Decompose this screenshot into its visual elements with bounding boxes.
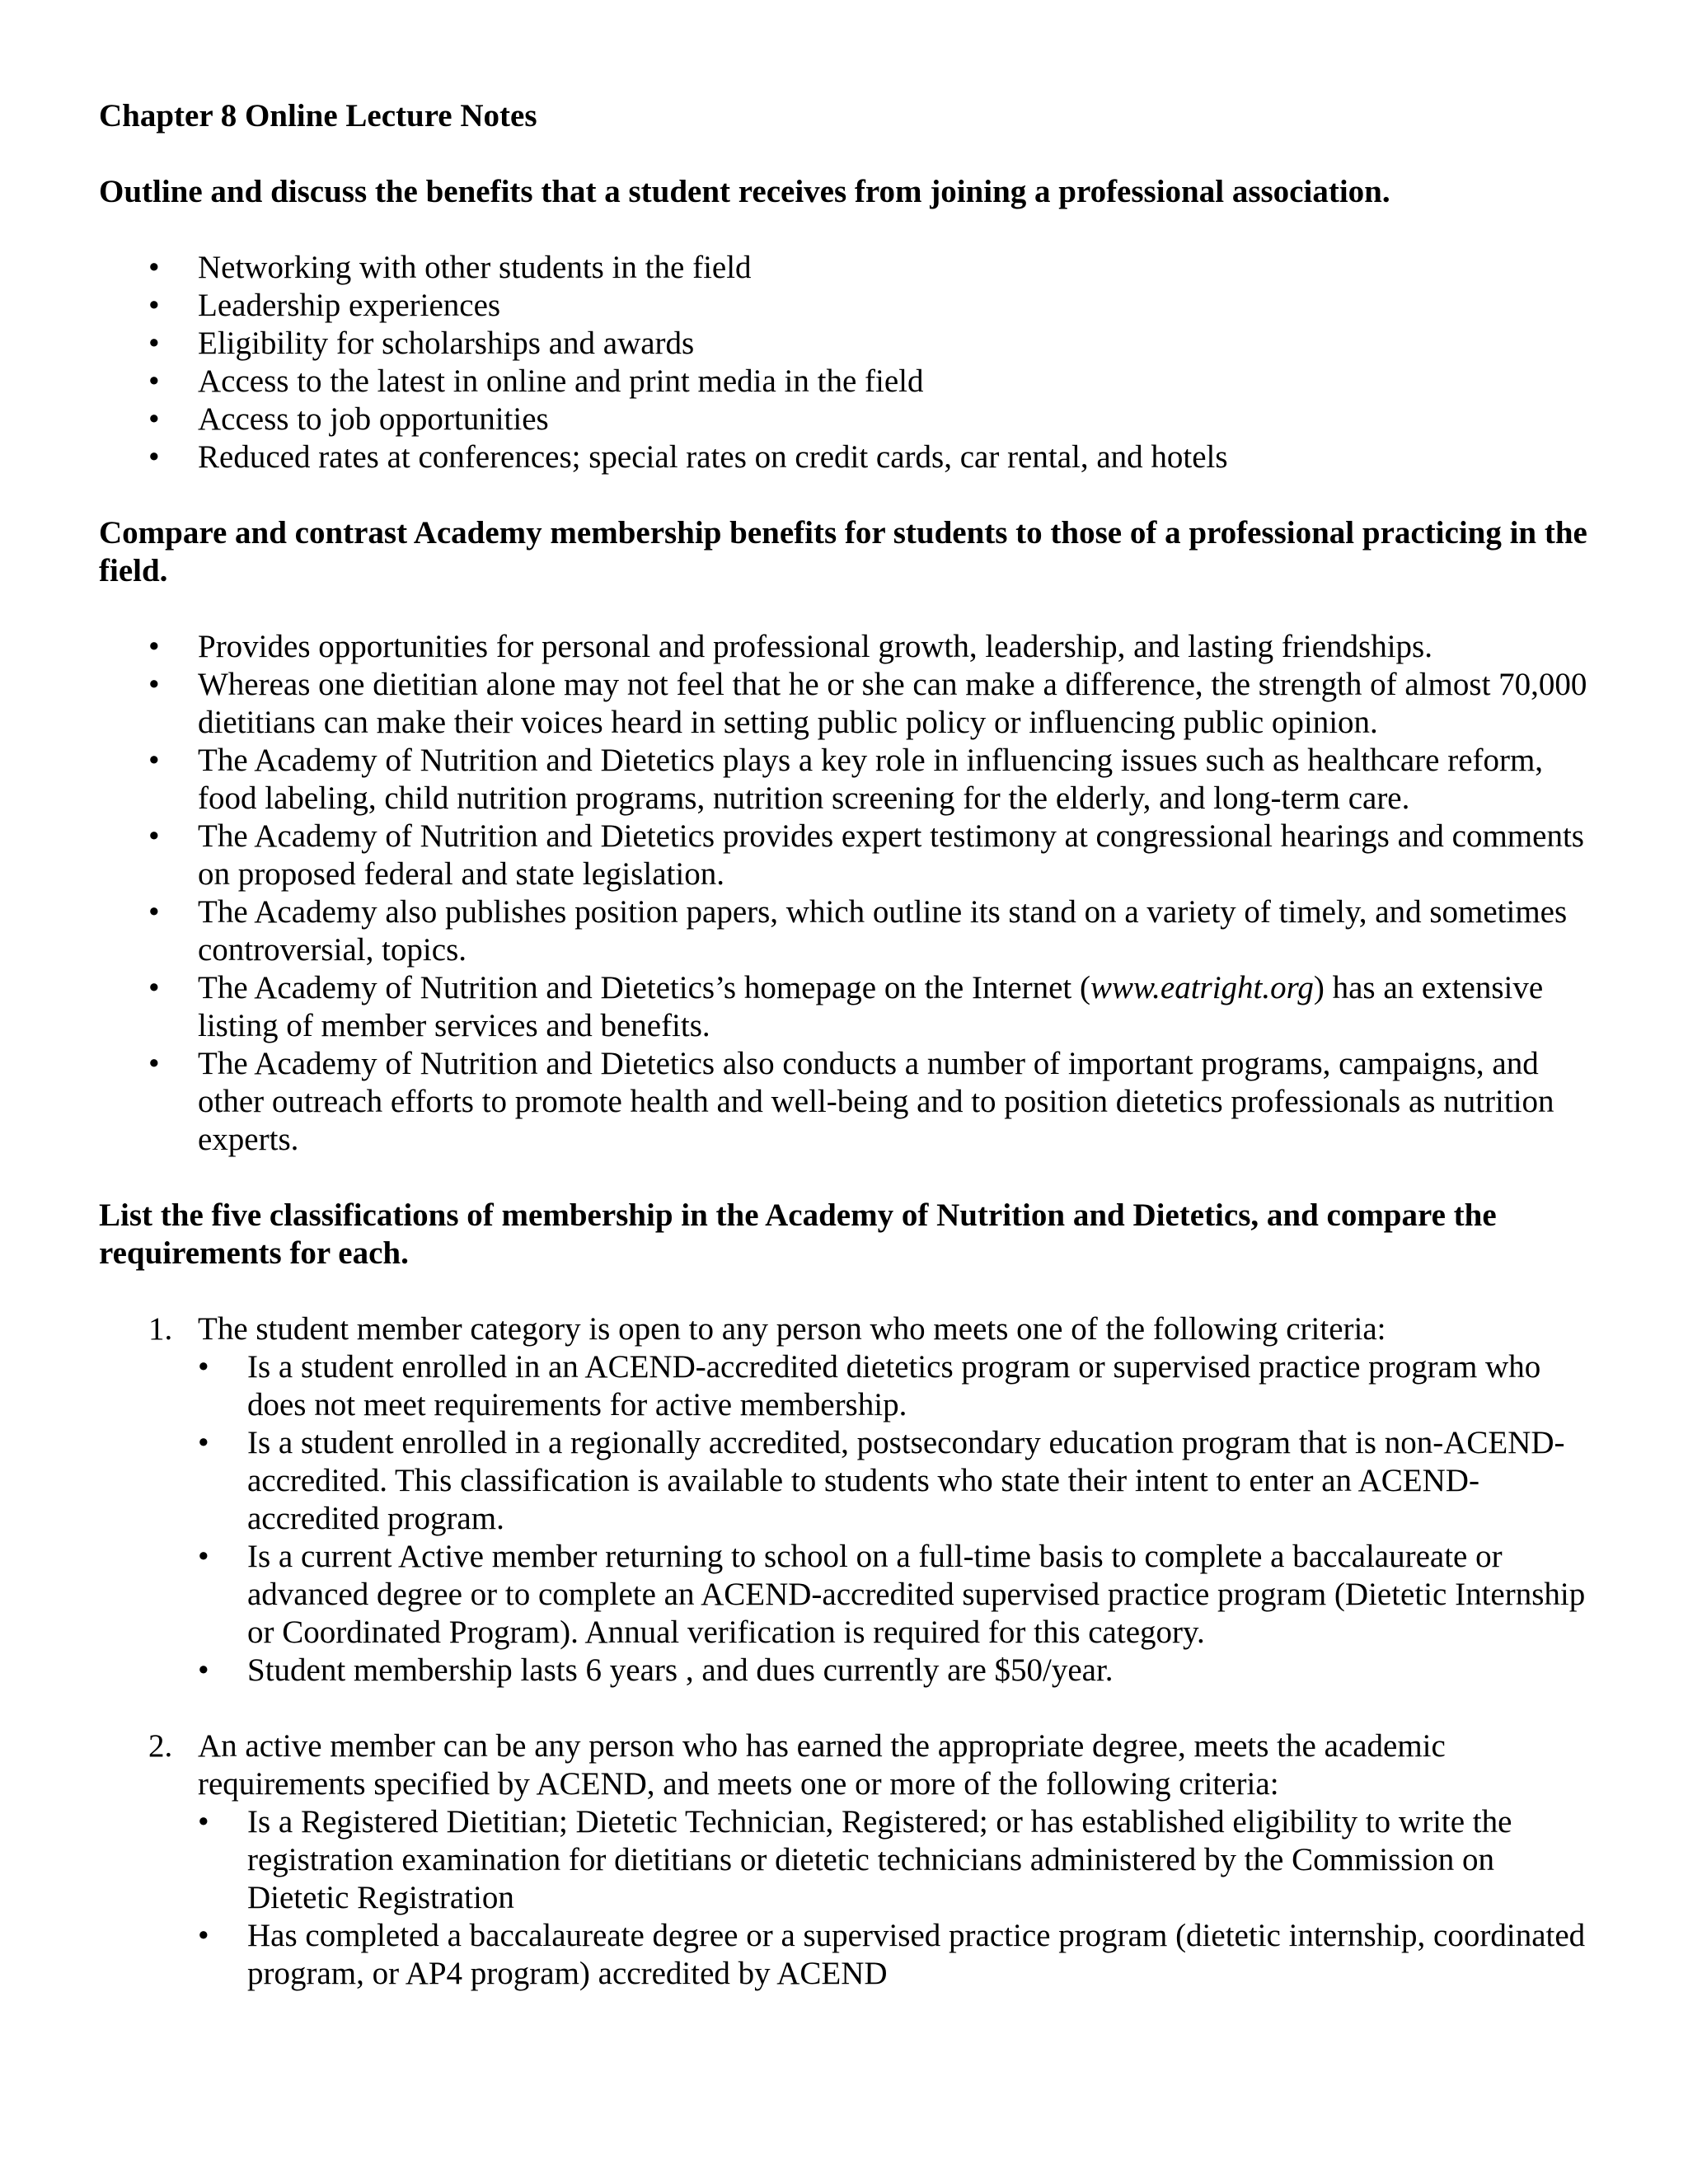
list-item: • The Academy of Nutrition and Dietetics provides expert testimony at congressional hearings and comments on proposed federal and state legislation.: [99, 818, 1589, 893]
criteria-item: • Is a student enrolled in a regionally accredited, postsecondary education program that is non-ACEND-accredited. This classification is available to students who state their intent to enter an ACEND-accredited program.: [198, 1424, 1589, 1538]
list-item: • Provides opportunities for personal and professional growth, leadership, and lasting friendships.: [99, 628, 1589, 666]
lecture-notes-page: [99, 97, 1589, 2031]
list-item: • Access to the latest in online and print media in the field: [99, 363, 1589, 401]
list-item-homepage: [99, 969, 1589, 1045]
criteria-item: • Student membership lasts 6 years , and dues currently are $50/year.: [198, 1652, 1589, 1690]
membership-benefits-list: [99, 628, 1589, 1159]
homepage-link[interactable]: www.eatright.org: [1090, 970, 1314, 1005]
item-number: 1.: [148, 1311, 173, 1347]
section-heading-compare: Compare and contrast Academy membership benefits for students to those of a professional practicing in the field.: [99, 515, 1587, 588]
criteria-item: • Has completed a baccalaureate degree or a supervised practice program (dietetic internship, coordinated program, or AP4 program) accredited by ACEND: [198, 1917, 1589, 1993]
benefits-list: [99, 249, 1589, 476]
classifications-list: [99, 1310, 1589, 1993]
list-item: • Reduced rates at conferences; special rates on credit cards, car rental, and hotels: [99, 438, 1589, 476]
classification-item: [99, 1310, 1589, 1690]
criteria-item: • Is a Registered Dietitian; Dietetic Technician, Registered; or has established eligibility to write the registration examination for dietitians or dietetic technicians administered by the Commission on Dietetic Registration: [198, 1803, 1589, 1917]
classification-text: The student member category is open to any person who meets one of the following criteria:: [198, 1311, 1386, 1347]
classification-text: An active member can be any person who has earned the appropriate degree, meets the academic requirements specified by ACEND, and meets one or more of the following criteria:: [198, 1728, 1446, 1802]
item-number: 2.: [148, 1728, 173, 1764]
page-title: Chapter 8 Online Lecture Notes: [99, 98, 537, 134]
list-item: • Leadership experiences: [99, 287, 1589, 325]
homepage-text-before: The Academy of Nutrition and Dietetics’s homepage on the Internet (: [198, 970, 1090, 1005]
list-item: • Whereas one dietitian alone may not feel that he or she can make a difference, the strength of almost 70,000 dietitians can make their voices heard in setting public policy or influencing public opinion.: [99, 666, 1589, 742]
criteria-item: • Is a student enrolled in an ACEND-accredited dietetics program or supervised practice program who does not meet requirements for active membership.: [198, 1348, 1589, 1424]
list-item: • Access to job opportunities: [99, 401, 1589, 438]
homepage-text-after: ) has an extensive listing of member services and benefits.: [198, 970, 1544, 1043]
list-item: • Eligibility for scholarships and awards: [99, 325, 1589, 363]
classification-item: [99, 1727, 1589, 1993]
list-item: • Networking with other students in the field: [99, 249, 1589, 287]
criteria-item: • Is a current Active member returning to school on a full-time basis to complete a baccalaureate or advanced degree or to complete an ACEND-accredited supervised practice program (Dietetic Internship or Coordinated Program). Annual verification is required for this category.: [198, 1538, 1589, 1652]
section-heading-benefits: Outline and discuss the benefits that a student receives from joining a professional association.: [99, 174, 1390, 209]
list-item: • The Academy also publishes position papers, which outline its stand on a variety of timely, and sometimes controversial, topics.: [99, 893, 1589, 969]
list-item: • The Academy of Nutrition and Dietetics also conducts a number of important programs, campaigns, and other outreach efforts to promote health and well-being and to position dietetics professionals as nutrition experts.: [99, 1045, 1589, 1159]
criteria-list: [198, 1803, 1589, 1993]
criteria-list: [198, 1348, 1589, 1690]
list-item: • The Academy of Nutrition and Dietetics plays a key role in influencing issues such as healthcare reform, food labeling, child nutrition programs, nutrition screening for the elderly, and long-term care.: [99, 742, 1589, 818]
section-heading-classifications: List the five classifications of membership in the Academy of Nutrition and Dietetics, and compare the requirements for each.: [99, 1197, 1497, 1271]
